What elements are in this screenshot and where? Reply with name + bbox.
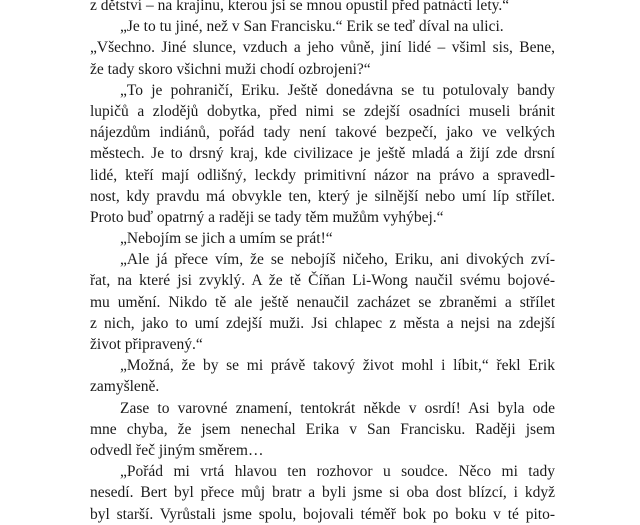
text-line: lidé, kteří mají odlišný, leckdy primitivní názor na právo a spravedl- — [90, 166, 555, 184]
text-line: byl starší. Vyrůstali jsme spolu, bojovali téměř bok po boku v té pito- — [90, 505, 555, 523]
text-line: mne chyba, že jsem nenechal Erika v San Francisku. Raději jsem — [90, 420, 555, 438]
text-line: zamyšleně. — [90, 378, 160, 396]
text-line: Proto buď opatrný a raději se tady těm mužům vyhýbej.“ — [90, 208, 444, 226]
text-line: že tady skoro všichni muži chodí ozbrojeni?“ — [90, 60, 371, 78]
text-line: lupičů a zlodějů dobytka, před nimi se zdejší osadníci museli bránit — [90, 102, 555, 120]
text-line: řat, na které jsi zvyklý. A že tě Číňan Li-Wong naučil svému bojové- — [90, 272, 555, 290]
text-line: „Možná, že by se mi právě takový život mohl i líbit,“ řekl Erik — [120, 357, 555, 375]
text-line: nesedí. Bert byl přece můj bratr a byli jsme si oba dost blízcí, i když — [90, 484, 555, 502]
text-line: odvedl řeč jiným směrem… — [90, 441, 264, 459]
text-line: z dětství – na krajinu, kterou jsi se mnou opustil před patnácti lety.“ — [90, 0, 510, 14]
text-line: život připravený.“ — [90, 336, 203, 353]
text-line: „To je pohraničí, Eriku. Ještě donedávna se tu potulovaly bandy — [120, 81, 555, 99]
text-line: „Všechno. Jiné slunce, vzduch a jeho vůně, jiní lidé – všiml sis, Bene, — [90, 39, 555, 57]
text-line: Zase to varovné znamení, tentokrát někde v osrdí! Asi byla ode — [120, 399, 555, 417]
body-text — [90, 0, 555, 525]
text-line: „Nebojím se jich a umím se prát!“ — [120, 230, 333, 248]
text-line: „Pořád mi vrtá hlavou ten rozhovor u soudce. Něco mi tady — [120, 463, 555, 481]
text-line: nost, kdy pravdu má obvykle ten, který je silnější nebo umí líp střílet. — [90, 187, 555, 205]
text-line: mu umění. Nikdo tě ale ještě nenaučil zacházet se zbraněmi a střílet — [90, 293, 555, 311]
text-line: z nich, jako to umí zdejší muži. Jsi chlapec z města a nejsi na zdejší — [90, 314, 555, 332]
text-line: „Je to tu jiné, než v San Francisku.“ Erik se teď díval na ulici. — [120, 18, 504, 36]
text-line: nájezdům indiánů, pořád tady není takové bezpečí, jako ve velkých — [90, 124, 555, 142]
text-line: městech. Je to drsný kraj, kde civilizace je ještě mladá a žijí zde drsní — [90, 145, 555, 163]
text-line: „Ale já přece vím, že se nebojíš ničeho, Eriku, ani divokých zví- — [120, 251, 555, 269]
